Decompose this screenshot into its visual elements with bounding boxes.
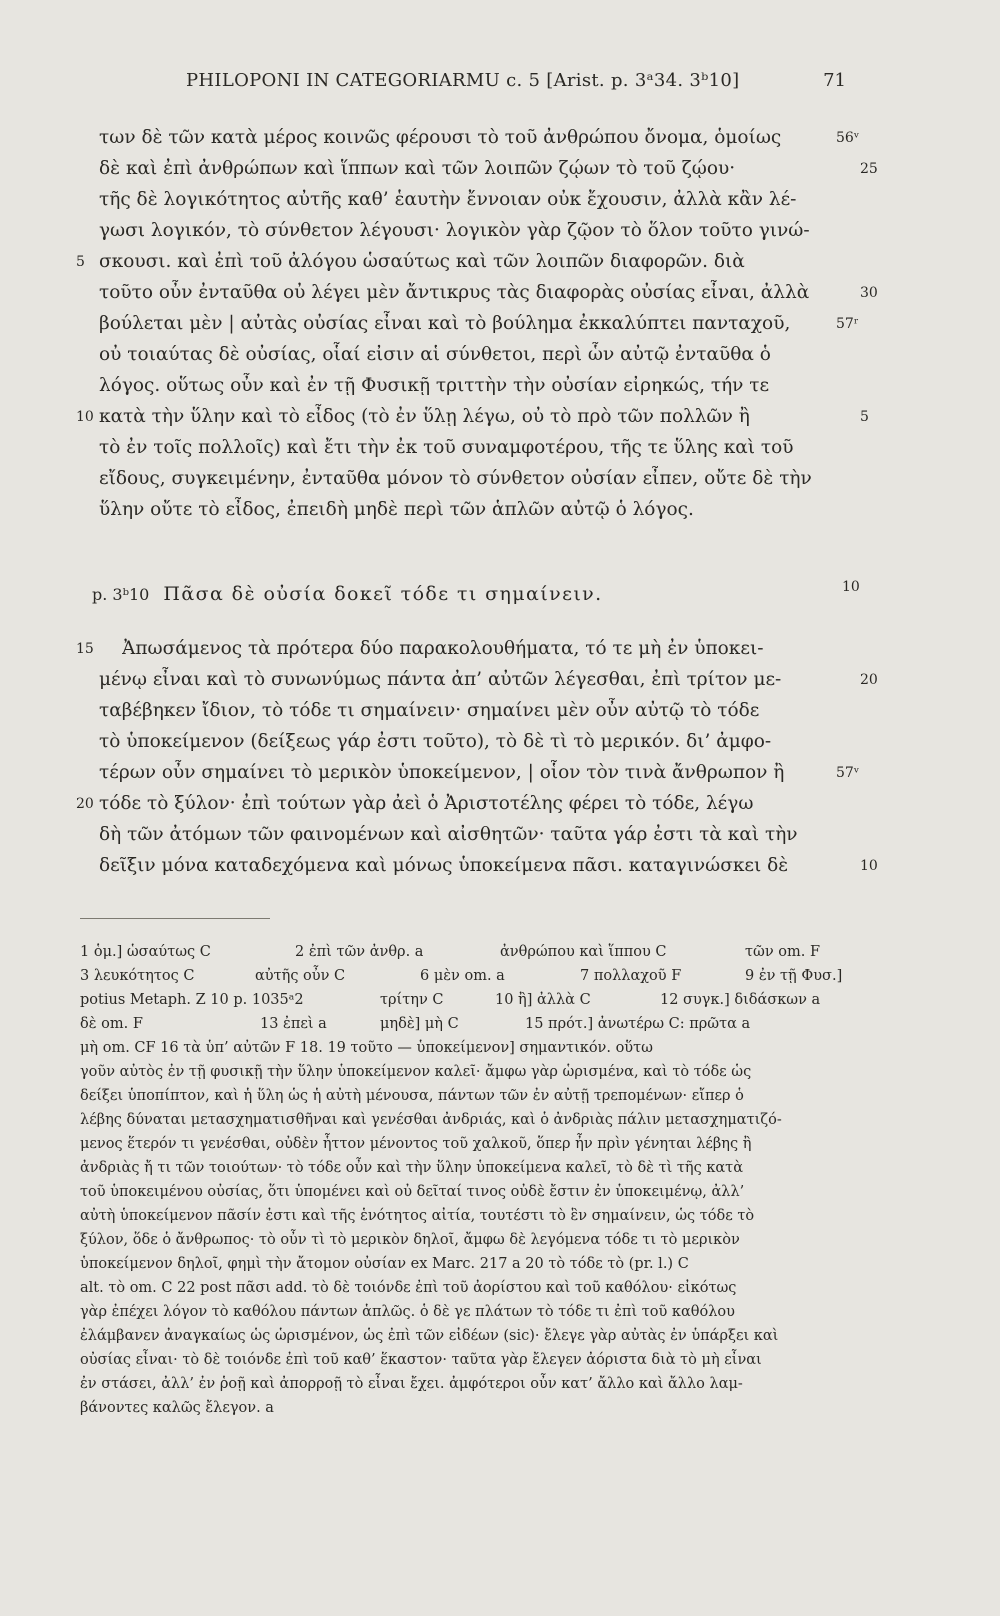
apparatus-line: γοῦν αὐτὸς ἐν τῇ φυσικῇ τὴν ὕλην ὑποκείμενον καλεῖ· ἄμφω γὰρ ὡρισμένα, καὶ τὸ τόδε ὡς xyxy=(80,1064,752,1080)
text-line: δὴ τῶν ἀτόμων τῶν φαινομένων καὶ αἰσθητῶν· ταῦτα γάρ ἐστι τὰ καὶ τὴν xyxy=(99,824,798,845)
margin-line-number: 20 xyxy=(860,672,878,688)
apparatus-line: βάνοντες καλῶς ἔλεγον. a xyxy=(80,1400,274,1416)
apparatus-line: ξύλον, ὅδε ὁ ἄνθρωπος· τὸ οὖν τὶ τὸ μερικὸν δηλοῖ, ἄμφω δὲ λεγόμενα τόδε τι τὸ μερικὸν xyxy=(80,1232,740,1248)
margin-line-number: 25 xyxy=(860,161,878,177)
lemma-text: Πᾶσα δὲ οὐσία δοκεῖ τόδε τι σημαίνειν. xyxy=(163,583,603,605)
apparatus-row xyxy=(80,940,860,964)
folio-marker: 57ʳ xyxy=(836,316,859,332)
margin-line-number: 10 xyxy=(842,579,860,595)
line-number: 5 xyxy=(76,254,85,270)
page-number: 71 xyxy=(823,70,846,91)
apparatus-entry: 15 πρότ.] ἀνωτέρω C: πρῶτα a xyxy=(525,1016,751,1032)
text-line: τόδε τὸ ξύλον· ἐπὶ τούτων γὰρ ἀεὶ ὁ Ἀριστοτέλης φέρει τὸ τόδε, λέγω xyxy=(99,793,754,814)
margin-line-number: 30 xyxy=(860,285,878,301)
text-line: τοῦτο οὖν ἐνταῦθα οὐ λέγει μὲν ἄντικρυς τὰς διαφορὰς οὐσίας εἶναι, ἀλλὰ xyxy=(99,282,810,303)
folio-marker: 57ᵛ xyxy=(836,765,860,781)
text-line: μένῳ εἶναι καὶ τὸ συνωνύμως πάντα ἀπ’ αὐτῶν λέγεσθαι, ἐπὶ τρίτον με- xyxy=(99,669,782,690)
apparatus-entry: 2 ἐπὶ τῶν ἀνθρ. a xyxy=(295,944,424,960)
apparatus-entry: 3 λευκότητος C xyxy=(80,968,195,984)
apparatus-entry: 7 πολλαχοῦ F xyxy=(580,968,682,984)
apparatus-line: μενος ἕτερόν τι γενέσθαι, οὐδὲν ἧττον μένοντος τοῦ χαλκοῦ, ὅπερ ἦν πρὶν γένηται λέβης ἢ xyxy=(80,1136,752,1152)
text-line: ταβέβηκεν ἴδιον, τὸ τόδε τι σημαίνειν· σημαίνει μὲν οὖν αὐτῷ τὸ τόδε xyxy=(99,700,760,721)
text-line: λόγος. οὕτως οὖν καὶ ἐν τῇ Φυσικῇ τριττὴν τὴν οὐσίαν εἰρηκώς, τήν τε xyxy=(99,375,770,396)
apparatus-entry: 10 ἢ] ἀλλὰ C xyxy=(495,992,591,1008)
apparatus-entry: 6 μὲν om. a xyxy=(420,968,505,984)
apparatus-line: ὑποκείμενον δηλοῖ, φημὶ τὴν ἄτομον οὐσίαν ex Marc. 217 a 20 τὸ τόδε τὸ (pr. l.) C xyxy=(80,1256,689,1272)
lemma xyxy=(92,583,852,605)
apparatus-line: αὐτὴ ὑποκείμενον πᾶσίν ἐστι καὶ τῆς ἑνότητος αἰτία, τουτέστι τὸ ἓν σημαίνειν, ὡς τόδε τὸ xyxy=(80,1208,755,1224)
apparatus-line: οὐσίας εἶναι· τὸ δὲ τοιόνδε ἐπὶ τοῦ καθ’ ἕκαστον· ταῦτα γὰρ ἔλεγεν ἀόριστα διὰ τὸ μὴ εἶναι xyxy=(80,1352,762,1368)
text-line: κατὰ τὴν ὕλην καὶ τὸ εἶδος (τὸ ἐν ὕλῃ λέγω, οὐ τὸ πρὸ τῶν πολλῶν ἢ xyxy=(99,406,750,427)
text-line: των δὲ τῶν κατὰ μέρος κοινῶς φέρουσι τὸ τοῦ ἀνθρώπου ὄνομα, ὁμοίως xyxy=(99,127,782,148)
running-title: PHILOPONI IN CATEGORIARMU c. 5 [Arist. p. 3ᵃ34. 3ᵇ10] xyxy=(186,70,740,91)
text-line: εἴδους, συγκειμένην, ἐνταῦθα μόνον τὸ σύνθετον οὐσίαν εἶπεν, οὔτε δὲ τὴν xyxy=(99,468,812,489)
text-line: οὐ τοιαύτας δὲ οὐσίας, οἷαί εἰσιν αἱ σύνθετοι, περὶ ὧν αὐτῷ ἐνταῦθα ὁ xyxy=(99,344,771,365)
text-line: ὕλην οὔτε τὸ εἶδος, ἐπειδὴ μηδὲ περὶ τῶν ἁπλῶν αὐτῷ ὁ λόγος. xyxy=(99,499,694,520)
text-line: τῆς δὲ λογικότητος αὐτῆς καθ’ ἑαυτὴν ἔννοιαν οὐκ ἔχουσιν, ἀλλὰ κἂν λέ- xyxy=(99,189,797,210)
folio-marker: 56ᵛ xyxy=(836,130,860,146)
apparatus-entry: potius Metaph. Z 10 p. 1035ᵃ2 xyxy=(80,992,304,1008)
text-line: βούλεται μὲν | αὐτὰς οὐσίας εἶναι καὶ τὸ βούλημα ἐκκαλύπτει πανταχοῦ, xyxy=(99,313,791,334)
line-number: 10 xyxy=(76,409,94,425)
apparatus-line: alt. τὸ om. C 22 post πᾶσι add. τὸ δὲ τοιόνδε ἐπὶ τοῦ ἀορίστου καὶ τοῦ καθόλου· εἰκότως xyxy=(80,1280,737,1296)
text-line: δὲ καὶ ἐπὶ ἀνθρώπων καὶ ἵππων καὶ τῶν λοιπῶν ζῴων τὸ τοῦ ζῴου· xyxy=(99,158,736,179)
margin-line-number: 5 xyxy=(860,409,869,425)
text-line: γωσι λογικόν, τὸ σύνθετον λέγουσι· λογικὸν γὰρ ζῷον τὸ ὅλον τοῦτο γινώ- xyxy=(99,220,810,241)
text-line: τέρων οὖν σημαίνει τὸ μερικὸν ὑποκείμενον, | οἷον τὸν τινὰ ἄνθρωπον ἢ xyxy=(99,762,785,783)
text-line: τὸ ὑποκείμενον (δείξεως γάρ ἐστι τοῦτο), τὸ δὲ τὶ τὸ μερικόν. δι’ ἀμφο- xyxy=(99,731,772,752)
apparatus-line: ἐν στάσει, ἀλλ’ ἐν ῥοῇ καὶ ἀπορροῇ τὸ εἶναι ἔχει. ἀμφότεροι οὖν κατ’ ἄλλο καὶ ἄλλο λαμ- xyxy=(80,1376,743,1392)
text-line: Ἀπωσάμενος τὰ πρότερα δύο παρακολουθήματα, τό τε μὴ ἐν ὑποκει- xyxy=(122,638,764,659)
apparatus-entry: μηδὲ] μὴ C xyxy=(380,1016,459,1032)
apparatus-entry: δὲ om. F xyxy=(80,1016,143,1032)
footnote-divider xyxy=(80,918,270,919)
apparatus-line: γὰρ ἐπέχει λόγον τὸ καθόλου πάντων ἁπλῶς. ὁ δὲ γε πλάτων τὸ τόδε τι ἐπὶ τοῦ καθόλου xyxy=(80,1304,735,1320)
apparatus-row xyxy=(80,988,860,1012)
apparatus-entry: 12 συγκ.] διδάσκων a xyxy=(660,992,821,1008)
apparatus-line: ἀνδριὰς ἤ τι τῶν τοιούτων· τὸ τόδε οὖν καὶ τὴν ὕλην ὑποκείμενα καλεῖ, τὸ δὲ τὶ τῆς κατὰ xyxy=(80,1160,743,1176)
apparatus-row xyxy=(80,1012,860,1036)
line-number: 15 xyxy=(76,641,94,657)
lemma-reference: p. 3ᵇ10 xyxy=(92,585,150,604)
apparatus-line: ἐλάμβανεν ἀναγκαίως ὡς ὡρισμένον, ὡς ἐπὶ τῶν εἰδέων (sic)· ἔλεγε γὰρ αὐτὰς ἐν ὑπάρξει καὶ xyxy=(80,1328,779,1344)
apparatus-entry: 13 ἐπεὶ a xyxy=(260,1016,327,1032)
apparatus-line: λέβης δύναται μετασχηματισθῆναι καὶ γενέσθαι ἀνδριάς, καὶ ὁ ἀνδριὰς πάλιν μετασχηματιζό- xyxy=(80,1112,782,1128)
text-line: σκουσι. καὶ ἐπὶ τοῦ ἀλόγου ὡσαύτως καὶ τῶν λοιπῶν διαφορῶν. διὰ xyxy=(99,251,745,272)
apparatus-entry: 1 ὁμ.] ὡσαύτως C xyxy=(80,944,211,960)
margin-line-number: 10 xyxy=(860,858,878,874)
apparatus-entry: 9 ἐν τῇ Φυσ.] xyxy=(745,968,843,984)
apparatus-entry: αὐτῆς οὖν C xyxy=(255,968,346,984)
text-line: δεῖξιν μόνα καταδεχόμενα καὶ μόνως ὑποκείμενα πᾶσι. καταγινώσκει δὲ xyxy=(99,855,789,876)
apparatus-line: μὴ om. CF 16 τὰ ὑπ’ αὐτῶν F 18. 19 τοῦτο — ὑποκείμενον] σημαντικόν. οὕτω xyxy=(80,1040,653,1056)
apparatus-line: δείξει ὑποπίπτον, καὶ ἡ ὕλη ὡς ἡ αὐτὴ μένουσα, πάντων τῶν ἐν αὐτῇ τρεπομένων· εἴπερ ὁ xyxy=(80,1088,744,1104)
line-number: 20 xyxy=(76,796,94,812)
text-line: τὸ ἐν τοῖς πολλοῖς) καὶ ἔτι τὴν ἐκ τοῦ συναμφοτέρου, τῆς τε ὕλης καὶ τοῦ xyxy=(99,437,794,458)
apparatus-entry: τῶν om. F xyxy=(745,944,821,960)
apparatus-line: τοῦ ὑποκειμένου οὐσίας, ὅτι ὑπομένει καὶ οὐ δεῖταί τινος οὐδὲ ἔστιν ἐν ὑποκειμένῳ, ἀλλ’ xyxy=(80,1184,745,1200)
apparatus-entry: ἀνθρώπου καὶ ἵππου C xyxy=(500,944,667,960)
apparatus-row xyxy=(80,964,860,988)
apparatus-entry: τρίτην C xyxy=(380,992,444,1008)
